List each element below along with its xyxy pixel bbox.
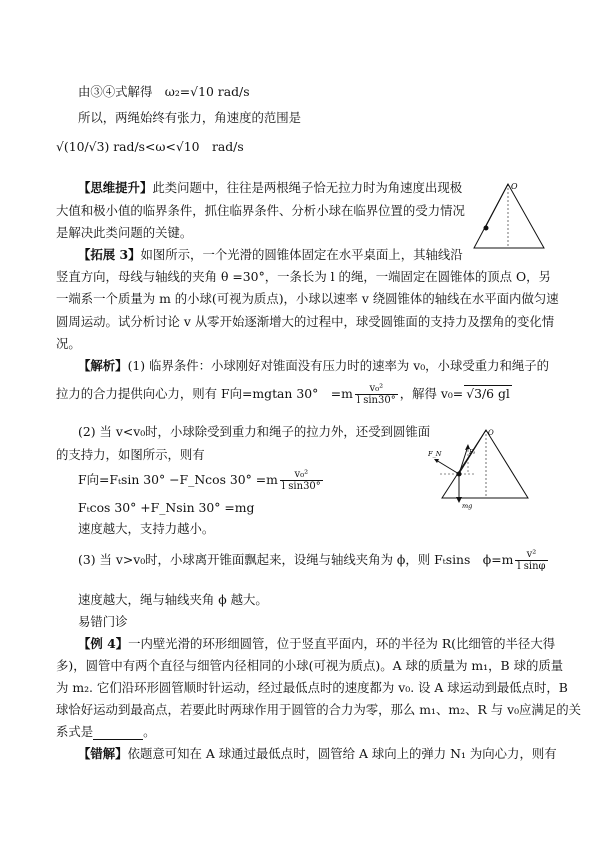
line-04 xyxy=(78,180,462,196)
figure2-label-t: Fₜ xyxy=(469,448,476,456)
figure2-label-o: O xyxy=(488,429,494,437)
line-07-text: 如图所示，一个光滑的圆锥体固定在水平桌面上，其轴线沿 xyxy=(140,247,463,262)
line-10: 圆周运动。试分析讨论 v 从零开始逐渐增大的过程中，球受圆锥面的支持力及摆角的变化情 xyxy=(56,314,555,329)
line-22 xyxy=(78,636,555,652)
line-20: 速度越大，绳与轴线夹角 ϕ 越大。 xyxy=(78,592,268,607)
line-25: 球恰好运动到最高点，若要此时两球作用于圆管的合力为零，那么 m₁、m₂、R 与 v₀应满足的关 xyxy=(56,702,581,717)
line-05: 大值和极小值的临界条件，抓住临界条件、分析小球在临界位置的受力情况 xyxy=(56,203,465,218)
line-04-text: 此类问题中，往往是两根绳子恰无拉力时为角速度出现极 xyxy=(152,180,463,195)
line-16 xyxy=(78,469,325,492)
line-27-text: 依题意可知在 A 球通过最低点时，圆管给 A 球向上的弹力 N₁ 为向心力，则有 xyxy=(127,746,557,761)
line-19-text: (3) 当 v>v₀时，小球离开锥面飘起来，设绳与轴线夹角为 ϕ，则 Fₜsins ϕ=m xyxy=(78,552,514,567)
line-01: 由③④式解得 ω₂=√10 rad/s xyxy=(78,84,250,99)
line-03 xyxy=(56,139,244,155)
fraction-13-den: l sin30° xyxy=(356,395,396,406)
fraction-16-den: l sin30° xyxy=(281,481,321,492)
line-07 xyxy=(78,247,463,263)
tag-example-4: 【例 4】 xyxy=(78,636,129,651)
fraction-19 xyxy=(515,549,547,572)
figure1-label-o: O xyxy=(511,182,518,191)
line-08: 竖直方向，母线与轴线的夹角 θ =30°，一条长为 l 的绳，一端固定在圆锥体的顶点 O，另 xyxy=(56,269,551,284)
line-26-end: 。 xyxy=(143,724,156,739)
tag-extension-3: 【拓展 3】 xyxy=(78,247,141,262)
line-12 xyxy=(78,358,549,374)
sqrt-13: √3/6 gl xyxy=(466,386,510,401)
line-26-text: 系式是 xyxy=(56,724,94,739)
line-26 xyxy=(56,724,156,740)
answer-blank[interactable] xyxy=(93,727,143,740)
fraction-13 xyxy=(355,383,398,406)
fraction-16-num: v₀² xyxy=(280,469,323,481)
line-27 xyxy=(78,746,557,762)
force-diagram-figure-2 xyxy=(428,426,534,510)
angular-lower-bound: √(10/√3) xyxy=(56,139,110,154)
line-14: (2) 当 v<v₀时，小球除受到重力和绳子的拉力外，还受到圆锥面 xyxy=(78,424,431,439)
line-17: Fₜcos 30° +F_Nsin 30° =mg xyxy=(78,500,255,515)
line-13 xyxy=(56,383,512,406)
line-19 xyxy=(78,549,550,572)
line-18: 速度越大，支持力越小。 xyxy=(78,521,215,536)
angular-range: rad/s<ω<√10 rad/s xyxy=(113,139,244,154)
tag-wrong-solution: 【错解】 xyxy=(78,746,128,761)
line-13-text-a: 拉力的合力提供向心力，则有 F向=mgtan 30° =m xyxy=(56,386,353,401)
line-23: 多)，圆管中有两个直径与细管内径相同的小球(可视为质点)。A 球的质量为 m₁，B 球的质量 xyxy=(56,658,564,673)
fraction-19-num: v² xyxy=(515,549,547,561)
line-13-text-b: ，解得 v₀= xyxy=(399,386,464,401)
line-15: 的支持力，如图所示，则有 xyxy=(56,447,205,462)
section-heading-common-errors: 易错门诊 xyxy=(78,614,128,629)
fraction-16 xyxy=(280,469,323,492)
line-24: 为 m₂. 它们沿环形圆管顺时针运动，经过最低点时的速度都为 v₀. 设 A 球运动到最低点时，B xyxy=(56,680,568,695)
figure2-label-mg: mg xyxy=(462,502,473,510)
figure2-label-n: F_N xyxy=(428,450,442,458)
line-06: 是解决此类问题的关键。 xyxy=(56,225,193,240)
line-16-text: F向=Fₜsin 30° −F_Ncos 30° =m xyxy=(78,472,278,487)
cone-figure-1 xyxy=(468,180,548,252)
tag-thinking: 【思维提升】 xyxy=(78,180,153,195)
line-12-text: (1) 临界条件：小球刚好对锥面没有压力时的速率为 v₀，小球受重力和绳子的 xyxy=(127,358,550,373)
fraction-13-num: v₀² xyxy=(355,383,398,395)
line-09: 一端系一个质量为 m 的小球(可视为质点)，小球以速率 v 绕圆锥体的轴线在水平面内做匀速 xyxy=(56,291,559,306)
line-22-text: 一内壁光滑的环形细圆管，位于竖直平面内，环的半径为 R(比细管的半径大得 xyxy=(128,636,556,651)
line-11: 况。 xyxy=(56,336,81,351)
fraction-19-den: l sinφ xyxy=(517,561,546,572)
tag-analysis: 【解析】 xyxy=(78,358,128,373)
line-02: 所以，两绳始终有张力，角速度的范围是 xyxy=(78,110,302,125)
